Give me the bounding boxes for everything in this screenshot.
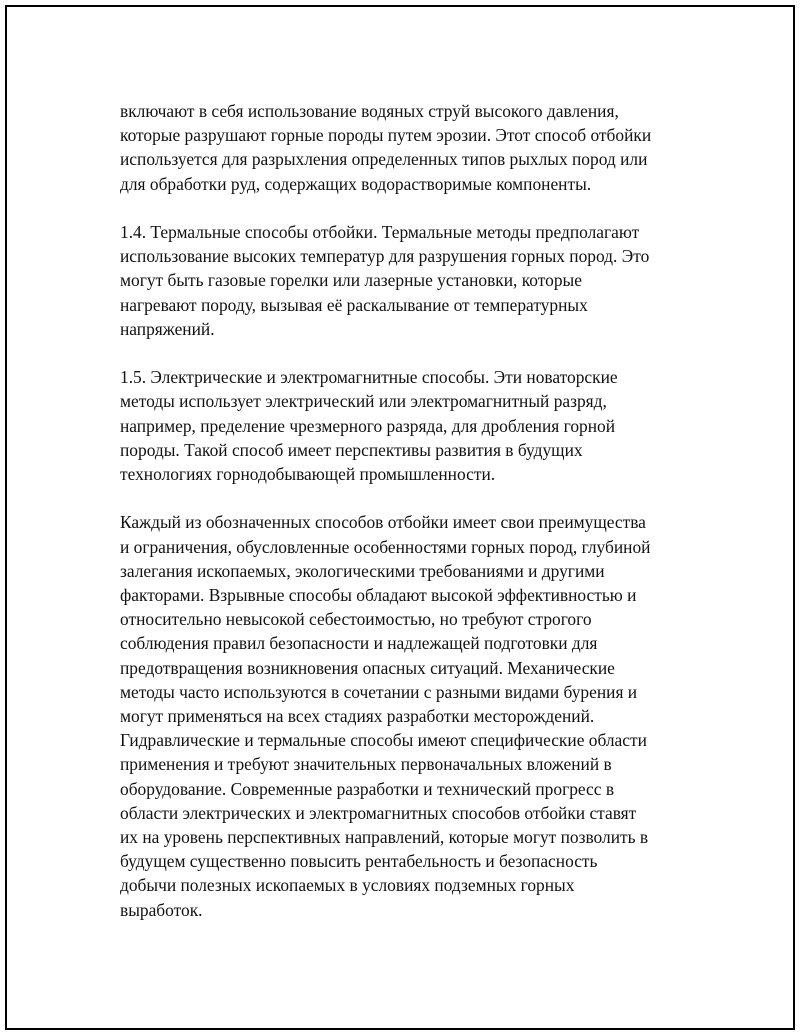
text-line: Каждый из обозначенных способов отбойки имеет свои преимущества <box>120 512 646 533</box>
text-line: методы часто используются в сочетании с разными видами бурения и <box>120 681 638 702</box>
text-line: методы использует электрический или электромагнитный разряд, <box>120 391 607 412</box>
text-line: 1.5. Электрические и электромагнитные способы. Эти новаторские <box>120 367 618 388</box>
text-line: например, пределение чрезмерного разряда, для дробления горной <box>120 415 616 436</box>
text-line: добычи полезных ископаемых в условиях подземных горных <box>120 875 575 896</box>
text-line: области электрических и электромагнитных способов отбойки ставят <box>120 802 637 823</box>
text-line: напряжений. <box>120 318 215 339</box>
document-body <box>120 99 700 946</box>
text-line: технологиях горнодобывающей промышленности. <box>120 464 496 485</box>
text-line: могут быть газовые горелки или лазерные установки, которые <box>120 270 582 291</box>
text-line: соблюдения правил безопасности и надлежащей подготовки для <box>120 633 598 654</box>
text-line: относительно невысокой себестоимостью, но требуют строгого <box>120 609 592 630</box>
text-line: оборудование. Современные разработки и технический прогресс в <box>120 778 615 799</box>
text-line: будущем существенно повысить рентабельность и безопасность <box>120 851 598 872</box>
paragraph-hydraulic-continuation <box>120 99 700 196</box>
text-line: Гидравлические и термальные способы имеют специфические области <box>120 730 647 751</box>
text-line: и ограничения, обусловленные особенностями горных пород, глубиной <box>120 536 651 557</box>
paragraph-summary <box>120 510 700 921</box>
text-line: предотвращения возникновения опасных ситуаций. Механические <box>120 657 615 678</box>
paragraph-electric-methods <box>120 365 700 486</box>
text-line: включают в себя использование водяных струй высокого давления, <box>120 101 619 121</box>
text-line: могут применяться на всех стадиях разработки месторождений. <box>120 706 595 727</box>
text-line: факторами. Взрывные способы обладают высокой эффективностью и <box>120 585 637 606</box>
page-frame <box>5 5 795 1030</box>
text-line: залегания ископаемых, экологическими требованиями и другими <box>120 560 605 581</box>
text-line: которые разрушают горные породы путем эрозии. Этот способ отбойки <box>120 125 652 146</box>
text-line: использование высоких температур для разрушения горных пород. Это <box>120 246 650 267</box>
text-line: 1.4. Термальные способы отбойки. Термальные методы предполагают <box>120 222 640 242</box>
text-line: их на уровень перспективных направлений, которые могут позволить в <box>120 827 649 848</box>
text-line: выработок. <box>120 899 203 920</box>
text-line: для обработки руд, содержащих водорастворимые компоненты. <box>120 173 592 194</box>
text-line: нагревают породу, вызывая её раскалывание от температурных <box>120 294 588 315</box>
text-line: используется для разрыхления определенных типов рыхлых пород или <box>120 149 648 170</box>
paragraph-thermal-methods <box>120 220 700 341</box>
text-line: применения и требуют значительных первоначальных вложений в <box>120 754 612 775</box>
text-line: породы. Такой способ имеет перспективы развития в будущих <box>120 439 583 460</box>
